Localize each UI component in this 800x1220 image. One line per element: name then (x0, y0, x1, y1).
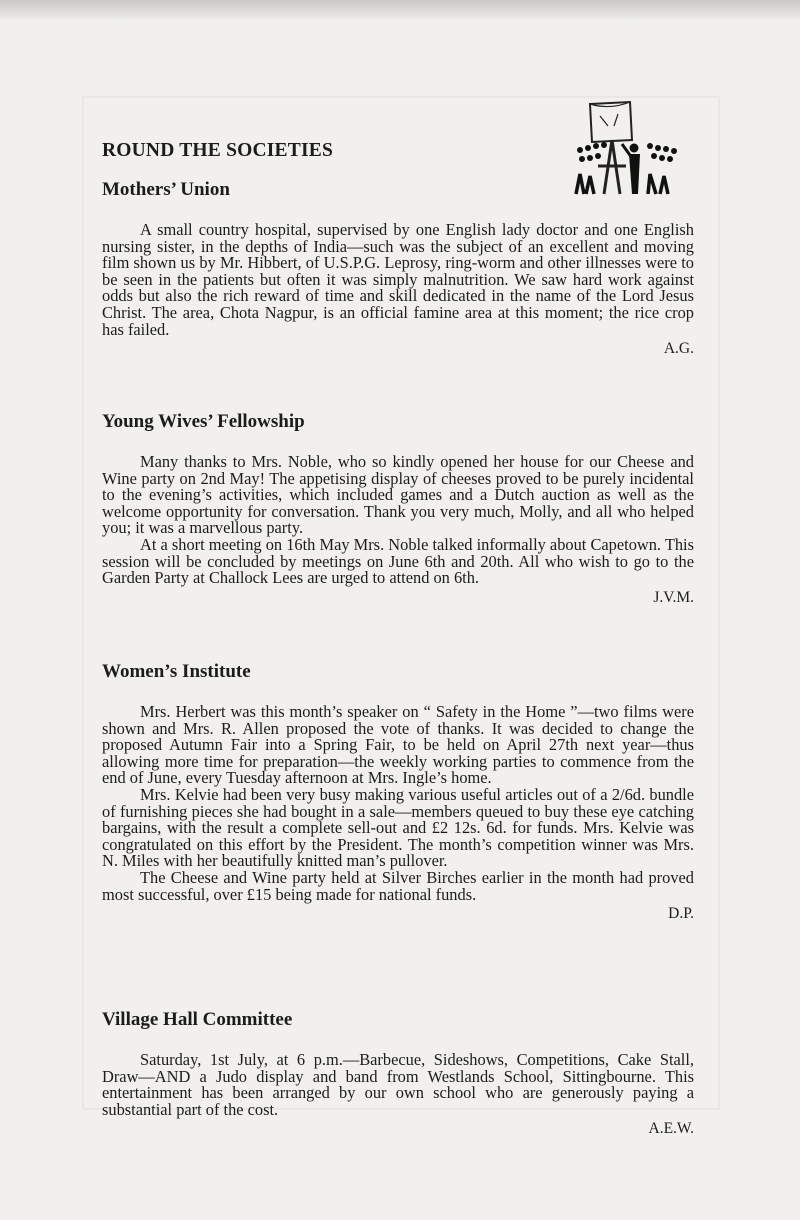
section-young-wives-fellowship (102, 410, 694, 607)
scan-edge-shadow (0, 0, 800, 22)
section-paragraph: Many thanks to Mrs. Noble, who so kindly opened her house for our Cheese and Wine party on 2nd May! The appetising display of cheeses proved to be purely incidental to the evening’s activities, which included games and a Dutch auction as well as the welcome opportunity for conversation. Thank you very much, Molly, and all who helped you; it was a marvellous party. (102, 452, 694, 538)
section-mothers-union (102, 178, 694, 358)
section-paragraph: Saturday, 1st July, at 6 p.m.—Barbecue, Sideshows, Competitions, Cake Stall, Draw—AND a Judo display and band from Westlands School, Sittingbourne. This entertainment has been arranged by our own school who are generously paying a substantial part of the cost. (102, 1050, 694, 1119)
section-signature: A.G. (663, 340, 694, 358)
section-heading: Mothers’ Union (102, 179, 230, 200)
section-womens-institute (102, 660, 694, 923)
section-paragraph: Mrs. Kelvie had been very busy making various useful articles out of a 2/6d. bundle of furnishing pieces she had bought in a sale—members queued to buy these eye catching bargains, with the result a complete sell-out and £2 12s. 6d. for funds. Mrs. Kelvie was congratulated on this effort by the President. The month’s competition winner was Mrs. N. Miles with her beautifully knitted man’s pullover. (102, 784, 694, 871)
section-paragraph: The Cheese and Wine party held at Silver Birches earlier in the month had proved most successful, over £15 being made for national funds. (102, 867, 694, 904)
section-heading: Women’s Institute (102, 661, 251, 682)
section-heading: Young Wives’ Fellowship (102, 411, 305, 432)
page-title: ROUND THE SOCIETIES (102, 140, 334, 161)
section-signature: J.V.M. (653, 588, 694, 606)
section-heading: Village Hall Committee (102, 1009, 293, 1030)
section-paragraph: Mrs. Herbert was this month’s speaker on “ Safety in the Home ”—two films were shown and Mrs. R. Allen proposed the vote of thanks. It was decided to change the proposed Autumn Fair into a Spring Fair, to be held on April 27th next year—thus allowing more time for preparation—the weekly working parties to commence from the end of June, every Tuesday afternoon at Mrs. Ingle’s home. (102, 702, 694, 788)
section-signature: A.E.W. (648, 1120, 694, 1138)
section-village-hall-committee (102, 1008, 694, 1138)
section-paragraph: At a short meeting on 16th May Mrs. Noble talked informally about Capetown. This session will be concluded by meetings on June 6th and 20th. All who wish to go to the Garden Party at Challock Lees are urged to attend on 6th. (102, 534, 694, 588)
section-signature: D.P. (668, 905, 694, 923)
section-paragraph: A small country hospital, supervised by one English lady doctor and one English nursing sister, in the depths of India—such was the subject of an excellent and moving film shown us by Mr. Hibbert, of U.S.P.G. Leprosy, ring-worm and other illnesses were to be seen in the patients but often it was simply malnutrition. We saw hard work against odds but also the rich reward of time and skill dedicated in the name of the Lord Jesus Christ. The area, Chota Nagpur, is an official famine area at this moment; the rice crop has failed. (102, 220, 694, 339)
